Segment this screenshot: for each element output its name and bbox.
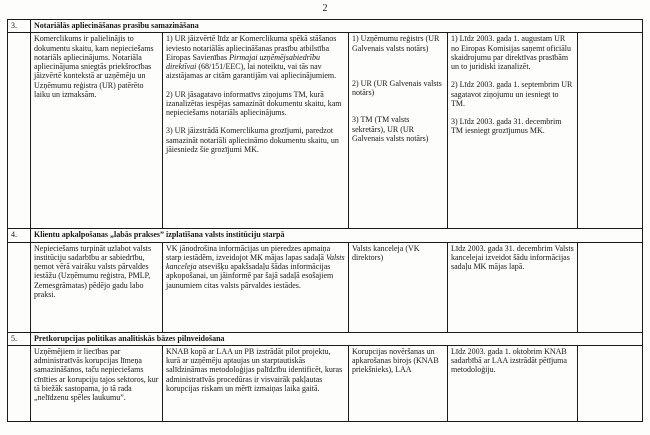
deadline-text: Līdz 2003. gada 31. decembrim Valsts kancelejai izveidot šādu informācijas sadaļu MK mājas lapā. <box>451 243 574 272</box>
section-5-responsible-cell <box>349 345 448 421</box>
action-item-2: 2) UR jāsagatavo informatīvs ziņojums TM, kurā izanalizētas iespējas samazināt dokumentu skaitu, kam nepieciešams notariāls apliecinājums. <box>166 89 342 118</box>
section-5-deadline-cell <box>448 345 578 421</box>
section-name-italic: Valsts kanceleja <box>166 252 345 272</box>
action-item-1-text: 1) UR jāizvērtē līdz ar Komerclikuma spēkā stāšanos ieviesto notariālās apliecināšanas prasību atbilstība Eiropas Savienības <box>166 34 337 62</box>
section-5-empty-cell <box>578 345 643 421</box>
section-3-empty-number-cell <box>8 33 31 229</box>
section-3-action-cell <box>163 33 349 229</box>
responsible-item-2: 2) UR (UR Galvenais valsts notārs) <box>352 78 442 98</box>
section-4-empty-number-cell <box>8 242 31 332</box>
action-item-3: 3) UR jāizstrādā Komerclikuma grozījumi, paredzot samazināt notariāli apliecināmo dokumentu skaitu, un jāiesniedz šie grozījumi MK. <box>166 126 339 154</box>
responsible-text: Korupcijas novēršanas un apkarošanas birojs (KNAB priekšnieks), LAA <box>352 346 439 375</box>
responsible-item-3: 3) TM (TM valsts sekretārs), UR (UR Galvenais valsts notārs) <box>352 115 429 143</box>
action-plan-table <box>7 19 643 422</box>
section-5-empty-number-cell <box>8 345 31 421</box>
section-3-responsible-cell <box>349 33 448 229</box>
section-4-problem-cell <box>31 242 163 332</box>
responsible-item-1: 1) Uzņēmumu reģistrs (UR Galvenais valsts notārs) <box>352 34 440 53</box>
section-4-content-row <box>8 242 643 332</box>
section-4-action-cell <box>163 242 349 332</box>
section-3-problem-cell <box>31 33 163 229</box>
action-text: KNAB kopā ar LAA un PB izstrādāt pilot projektu, kurā ar uzņēmēju aptaujas un starptautiskās salīdzināmas metodoloģijas palīdzību identificēt, kuras administratīvās procedūras ir visvairāk pakļautas korupcijas riskam un mērīt izmaiņas laika gaitā. <box>166 346 343 393</box>
page-number: 2 <box>322 3 328 14</box>
action-item-1 <box>166 34 345 80</box>
section-3-empty-cell <box>578 33 643 229</box>
section-4-deadline-cell <box>448 242 578 332</box>
section-5-content-row <box>8 345 643 421</box>
section-5-action-cell <box>163 345 349 421</box>
responsible-text: Valsts kanceleja (VK direktors) <box>352 243 420 262</box>
section-5-header-row <box>8 332 643 345</box>
directive-name-italic: Pirmajai uzņēmējsabiedrību direktīvai <box>166 52 320 72</box>
action-text-part-1: VK jānodrošina informācijas un pieredzes apmaiņa starp iestādēm, izveidojot MK mājas lapas sadaļā <box>166 243 331 262</box>
problem-text: Nepieciešams turpināt uzlabot valsts institūciju sadarbību ar sabiedrību, ņemot vērā vairāku valsts pārvaldes iestāžu (Uzņēmumu reģistra, PMLP, Zemesgrāmatas) pēdējo gadu labo praksi. <box>34 243 152 299</box>
section-5-number: 5. <box>8 332 31 345</box>
deadline-item-1: 1) Līdz 2003. gada 1. augustam UR no Eiropas Komisijas saņemt oficiālu skaidrojumu par direktīvas prasībām un to juridiski izanalizēt. <box>451 34 571 72</box>
section-4-responsible-cell <box>349 242 448 332</box>
deadline-text: Līdz 2003. gada 1. oktobrim KNAB sadarbībā ar LAA izstrādāt pētījuma metodoloģiju. <box>451 346 567 375</box>
deadline-item-3: 3) Līdz 2003. gada 31. decembrim TM iesniegt grozījumus MK. <box>451 117 562 136</box>
section-4-title: Klientu apkalpošanas „labās prakses” izplatīšana valsts institūciju starpā <box>31 229 643 242</box>
problem-text: Uzņēmējiem ir liecības par administratīvās korupcijas līmeņa samazināšanos, taču nepieciešams cīnīties ar korupciju tajos sektoros, kur tā biežāk sastopama, jo tā rada „nelīdzenu spēles laukumu”. <box>34 346 159 403</box>
section-4-header-row <box>8 229 643 242</box>
deadline-item-2: 2) Līdz 2003. gada 1. septembrim UR sagatavot ziņojumu un iesniegt to TM. <box>451 80 573 108</box>
section-3-number: 3. <box>8 20 31 33</box>
action-text <box>166 244 345 290</box>
section-5-problem-cell <box>31 345 163 421</box>
action-text-part-2: atsevišķu apakšsadaļu šādas informācijas apkopošanai, un jāinformē par šajā sadaļā esošajiem jaunumiem citas valsts pārvaldes iestādes. <box>166 262 334 290</box>
section-3-header-row <box>8 20 643 33</box>
section-3-deadline-cell <box>448 33 578 229</box>
section-3-content-row <box>8 33 643 229</box>
section-3-title: Notariālās apliecināšanas prasību samazināšana <box>31 20 643 33</box>
action-item-1-text-cont: (68/151/EEC), lai noteiktu, vai tās nav aizstājamas ar citām garantijām vai apliecinājumiem. <box>166 62 337 81</box>
section-4-number: 4. <box>8 229 31 242</box>
section-5-title: Pretkorupcijas politikas analītiskās bāzes pilnveidošana <box>31 332 643 345</box>
section-4-empty-cell <box>578 242 643 332</box>
problem-text: Komerclikums ir palielinājis to dokumentu skaitu, kam nepieciešams notariāls apliecinājums. Notariāla apliecinājuma sniegtās priekšrocības jāizvērtē kontekstā ar uzņēmēju un Uzņēmumu reģistra (UR) patērēto laiku un izmaksām. <box>34 34 154 99</box>
